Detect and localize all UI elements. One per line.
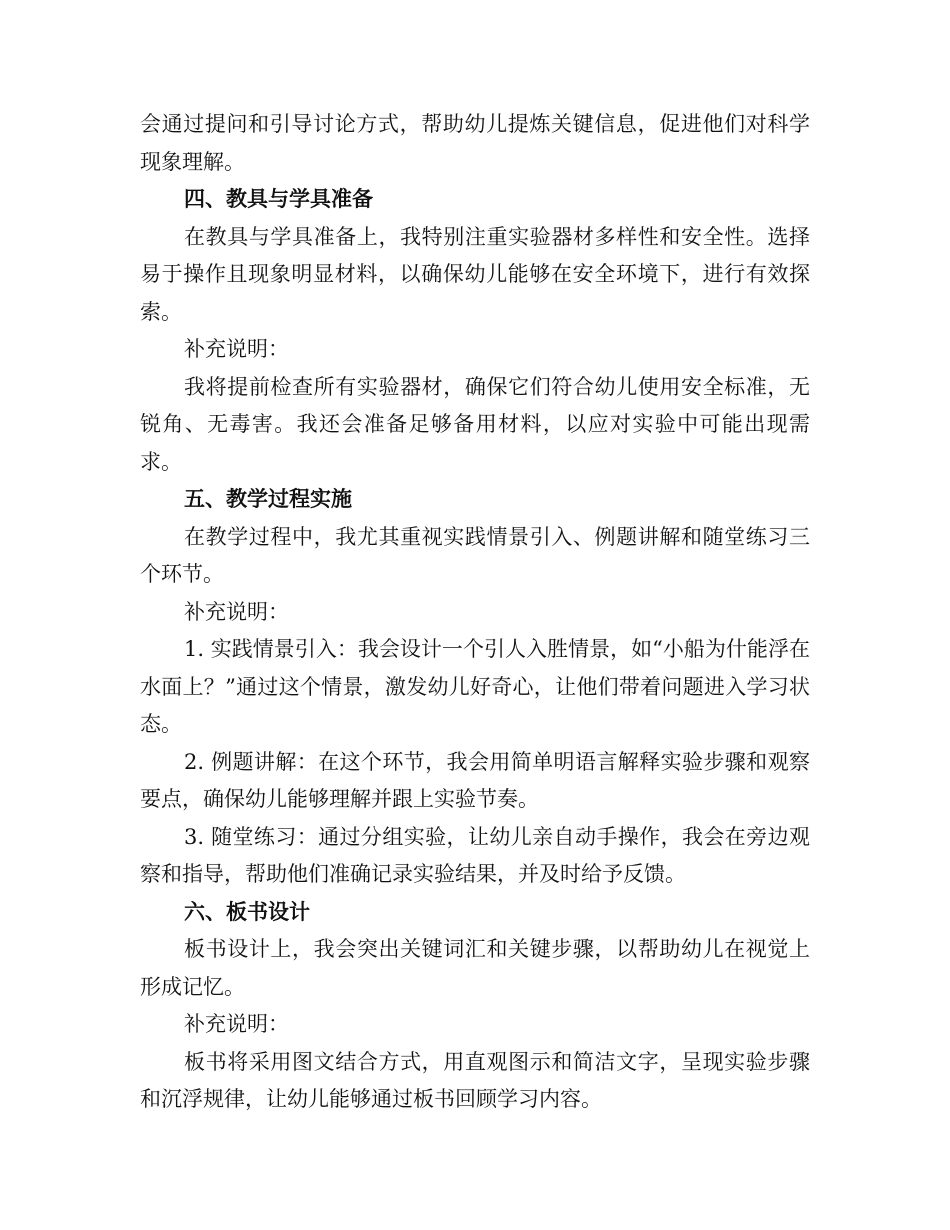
section-5-note-label: 补充说明： [184, 599, 289, 624]
section-5-paragraph: 在教学过程中，我尤其重视实践情景引入、例题讲解和随堂练习三个环节。 [140, 524, 810, 586]
section-6-note: 板书将采用图文结合方式，用直观图示和简洁文字，呈现实验步骤和沉浮规律，让幼儿能够通过板书回顾学习内容。 [140, 1049, 810, 1111]
section-6-heading: 六、板书设计 [184, 899, 310, 924]
intro-continuation-paragraph: 会通过提问和引导讨论方式，帮助幼儿提炼关键信息，促进他们对科学现象理解。 [140, 112, 810, 174]
section-6-paragraph: 板书设计上，我会突出关键词汇和关键步骤，以帮助幼儿在视觉上形成记忆。 [140, 937, 810, 999]
section-4-paragraph: 在教具与学具准备上，我特别注重实验器材多样性和安全性。选择易于操作且现象明显材料，以确保幼儿能够在安全环境下，进行有效探索。 [140, 224, 810, 324]
section-4-note-label: 补充说明： [184, 337, 289, 361]
section-6-note-label: 补充说明： [184, 1012, 289, 1036]
section-5-item-2: 2. 例题讲解：在这个环节，我会用简单明语言解释实验步骤和观察要点，确保幼儿能够理解并跟上实验节奏。 [140, 749, 810, 811]
document-body [140, 106, 810, 1119]
section-5-item-1: 1. 实践情景引入：我会设计一个引人入胜情景，如“小船为什能浮在水面上？”通过这个情景，激发幼儿好奇心，让他们带着问题进入学习状态。 [140, 637, 810, 736]
section-5-item-3: 3. 随堂练习：通过分组实验，让幼儿亲自动手操作，我会在旁边观察和指导，帮助他们准确记录实验结果，并及时给予反馈。 [140, 824, 810, 886]
section-4-note: 我将提前检查所有实验器材，确保它们符合幼儿使用安全标准，无锐角、无毒害。我还会准备足够备用材料，以应对实验中可能出现需求。 [140, 374, 810, 474]
section-4-heading: 四、教具与学具准备 [184, 187, 373, 211]
section-5-heading: 五、教学过程实施 [184, 487, 352, 511]
